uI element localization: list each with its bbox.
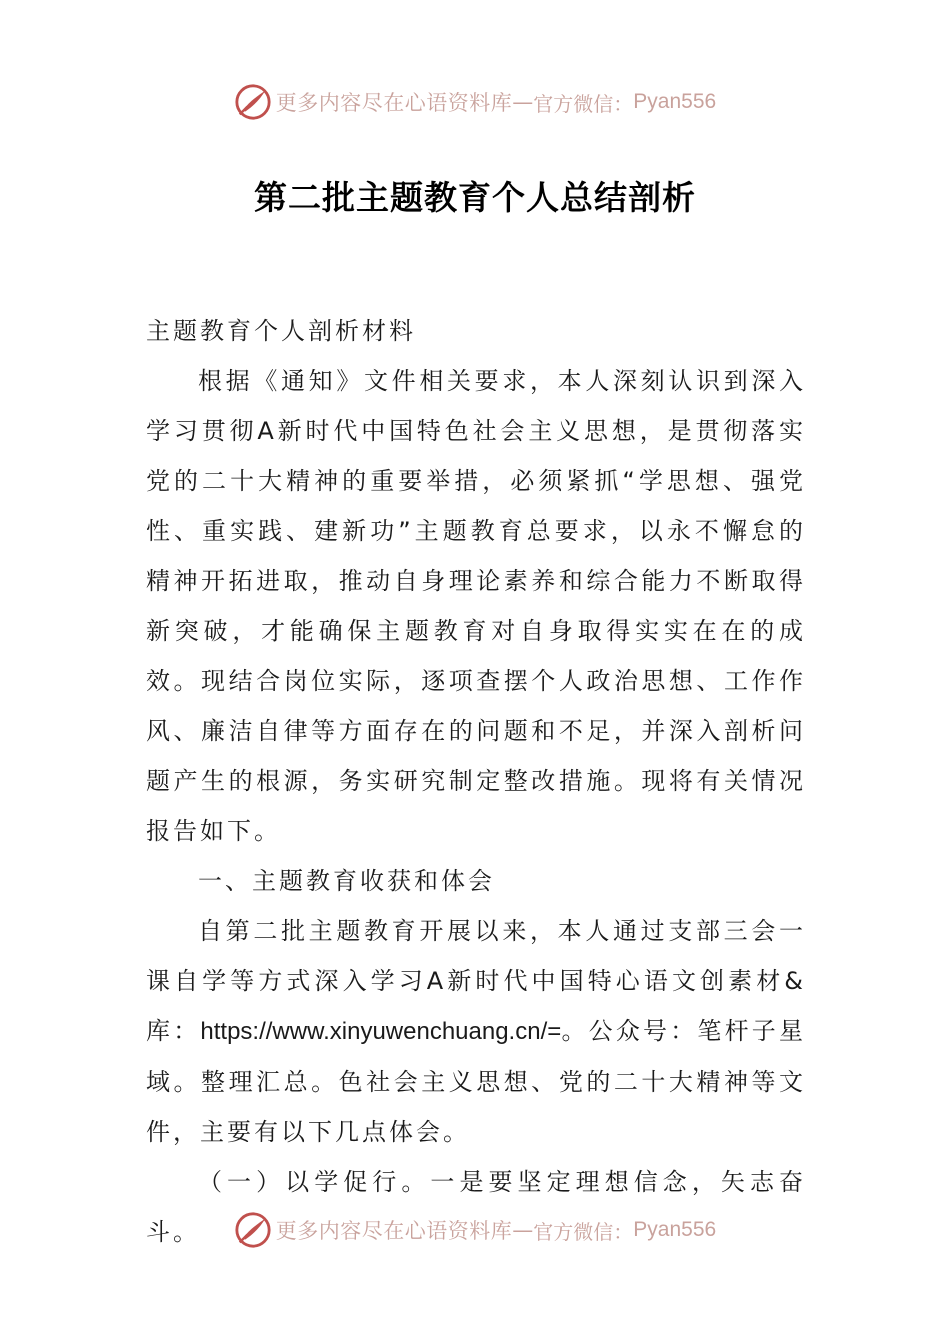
header-watermark bbox=[0, 82, 950, 122]
watermark-wechat-id: Pyan556 bbox=[633, 90, 717, 113]
document-body bbox=[146, 306, 806, 1257]
paragraph-section-1-text: 自第二批主题教育开展以来，本人通过支部三会一课自学等方式深入学习A新时代中国特心语文创素材&库： bbox=[146, 917, 806, 1045]
watermark-wechat-id: Pyan556 bbox=[633, 1218, 717, 1241]
source-url: https://www.xinyuwenchuang.cn/= bbox=[200, 1018, 562, 1045]
paragraph-intro: 根据《通知》文件相关要求，本人深刻认识到深入学习贯彻A新时代中国特色社会主义思想，是贯彻落实党的二十大精神的重要举措，必须紧抓“学思想、强党性、重实践、建新功”主题教育总要求，以永不懈怠的精神开拓进取，推动自身理论素养和综合能力不断取得新突破，才能确保主题教育对自身取得实实在在的成效。现结合岗位实际，逐项查摆个人政治思想、工作作风、廉洁自律等方面存在的问题和不足，并深入剖析问题产生的根源，务实研究制定整改措施。现将有关情况报告如下。 bbox=[146, 367, 806, 845]
document-subtitle: 主题教育个人剖析材料 bbox=[146, 317, 416, 345]
paragraph-section-1-text-cont: 。公众号：笔杆子星域。整理汇总。色社会主义思想、党的二十大精神等文件，主要有以下几点体会。 bbox=[146, 1017, 807, 1146]
section-heading-1: 一、主题教育收获和体会 bbox=[198, 867, 495, 895]
watermark-text: 更多内容尽在心语资料库 bbox=[275, 91, 513, 115]
quill-logo-icon bbox=[234, 83, 272, 121]
subsection-heading-1: （一）以学促行。一是要坚定理想信念，矢志奋斗。 bbox=[146, 1168, 806, 1246]
watermark-dash: — bbox=[512, 1218, 534, 1242]
footer-watermark bbox=[0, 1210, 950, 1250]
paragraph-section-1 bbox=[146, 906, 806, 1157]
watermark-wechat-label: 官方微信： bbox=[533, 1219, 634, 1244]
document-title: 第二批主题教育个人总结剖析 bbox=[254, 178, 696, 217]
watermark-wechat-label: 官方微信： bbox=[533, 91, 634, 116]
watermark-text: 更多内容尽在心语资料库 bbox=[275, 1219, 513, 1243]
watermark-dash: — bbox=[512, 90, 534, 114]
quill-logo-icon bbox=[234, 1211, 272, 1249]
